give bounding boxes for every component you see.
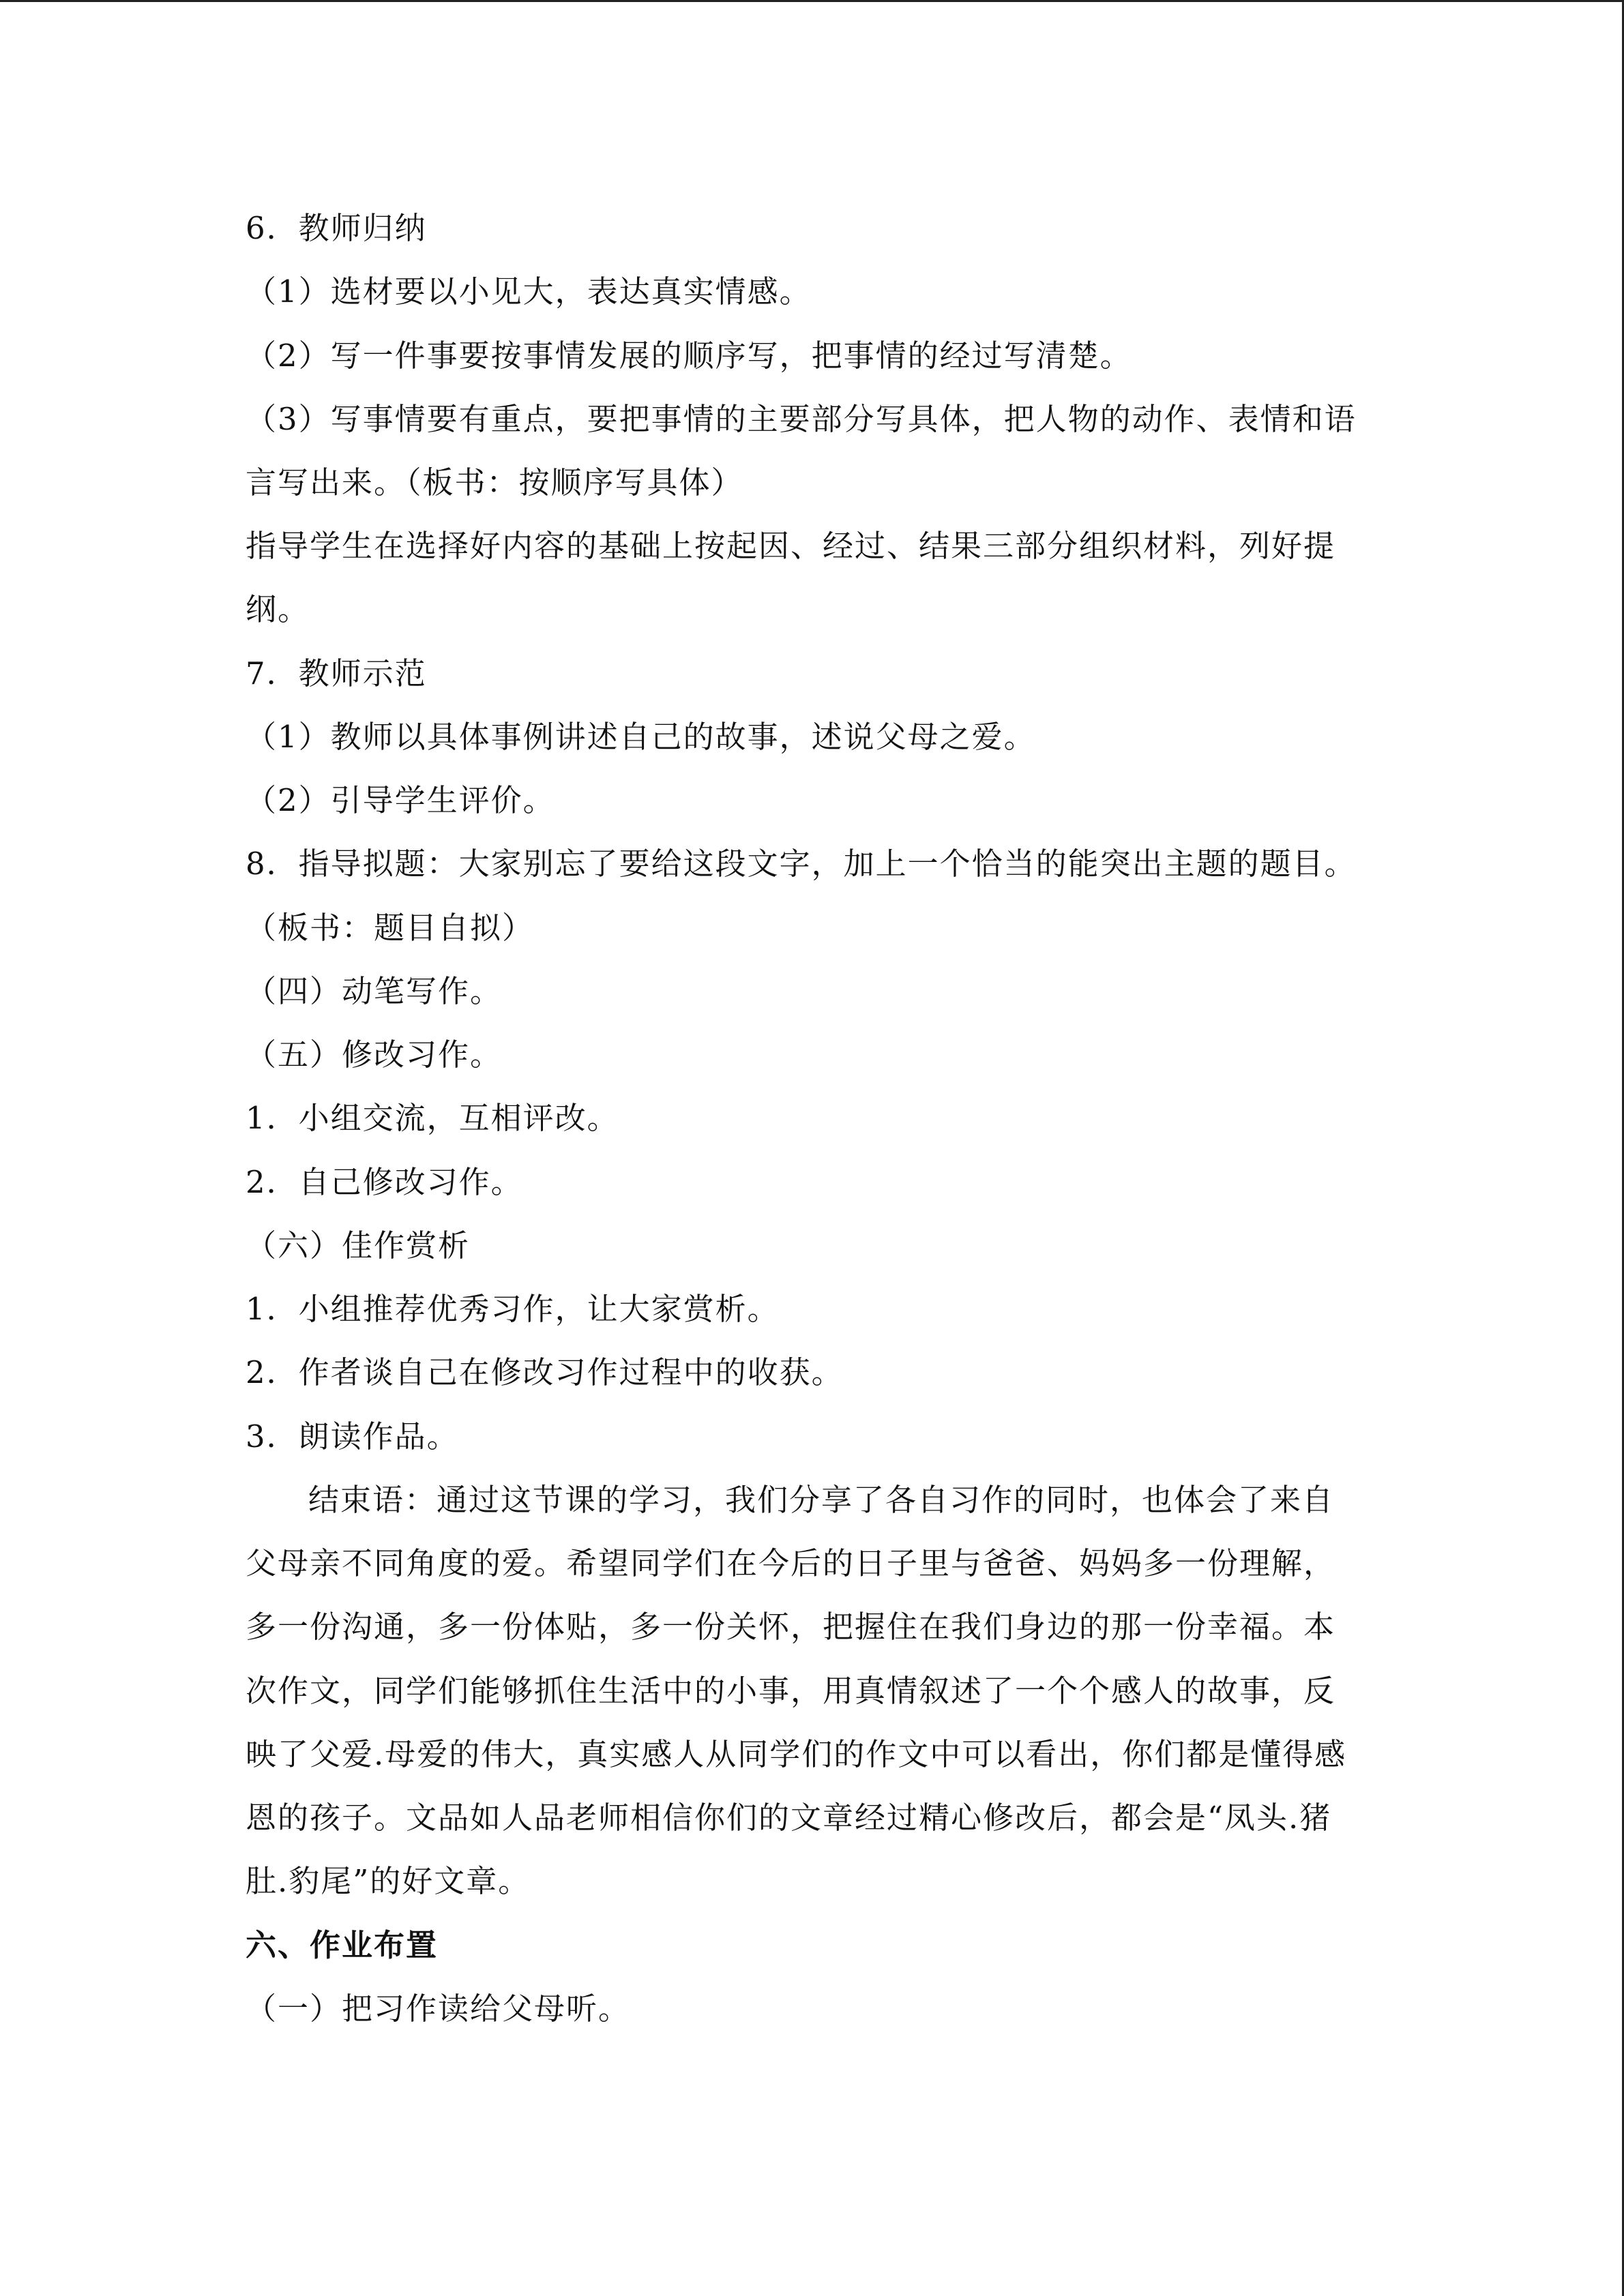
- section-heading: （五）修改习作。: [246, 1037, 503, 1073]
- list-item: 2．作者谈自己在修改习作过程中的收获。: [246, 1354, 844, 1390]
- list-item: 1．小组交流，互相评改。: [246, 1100, 619, 1136]
- list-item: （一）把习作读给父母听。: [246, 1991, 631, 2027]
- paragraph-line: 多一份沟通，多一份体贴，多一份关怀，把握住在我们身边的那一份幸福。本: [246, 1609, 1336, 1645]
- list-item: 1．小组推荐优秀习作，让大家赏析。: [246, 1291, 780, 1327]
- paragraph-line: 肚.豹尾”的好文章。: [246, 1863, 531, 1899]
- paragraph-line: 次作文，同学们能够抓住生活中的小事，用真情叙述了一个个感人的故事，反: [246, 1673, 1336, 1709]
- section-heading-homework: 六、作业布置: [246, 1927, 439, 1963]
- paragraph-line: 纲。: [246, 591, 310, 627]
- heading-teacher-summary: 6．教师归纳: [246, 210, 427, 246]
- list-item: （3）写事情要有重点，要把事情的主要部分写具体，把人物的动作、表情和语: [246, 401, 1357, 437]
- paragraph-line: （板书：题目自拟）: [246, 910, 535, 946]
- section-heading: （六）佳作赏析: [246, 1227, 471, 1264]
- list-item: 3．朗读作品。: [246, 1418, 459, 1455]
- list-item-continued: 言写出来。（板书：按顺序写具体）: [246, 464, 743, 501]
- paragraph-line: 指导学生在选择好内容的基础上按起因、经过、结果三部分组织材料，列好提: [246, 528, 1336, 564]
- list-item: （2）写一件事要按事情发展的顺序写，把事情的经过写清楚。: [246, 338, 1132, 374]
- heading-teacher-demo: 7．教师示范: [246, 655, 427, 691]
- section-heading: （四）动笔写作。: [246, 973, 503, 1009]
- paragraph-line: 结束语：通过这节课的学习，我们分享了各自习作的同时，也体会了来自: [308, 1482, 1335, 1518]
- list-item: （2）引导学生评价。: [246, 782, 555, 818]
- heading-title-guidance: 8．指导拟题：大家别忘了要给这段文字，加上一个恰当的能突出主题的题目。: [246, 846, 1357, 882]
- list-item: （1）教师以具体事例讲述自己的故事，述说父母之爱。: [246, 719, 1036, 755]
- list-item: （1）选材要以小见大，表达真实情感。: [246, 273, 812, 310]
- paragraph-line: 父母亲不同角度的爱。希望同学们在今后的日子里与爸爸、妈妈多一份理解，: [246, 1545, 1336, 1581]
- paragraph-line: 映了父爱.母爱的伟大，真实感人从同学们的作文中可以看出，你们都是懂得感: [246, 1736, 1347, 1772]
- list-item: 2．自己修改习作。: [246, 1164, 523, 1200]
- paragraph-line: 恩的孩子。文品如人品老师相信你们的文章经过精心修改后，都会是“凤头.猪: [246, 1800, 1332, 1836]
- page-top-border: [0, 0, 1624, 2]
